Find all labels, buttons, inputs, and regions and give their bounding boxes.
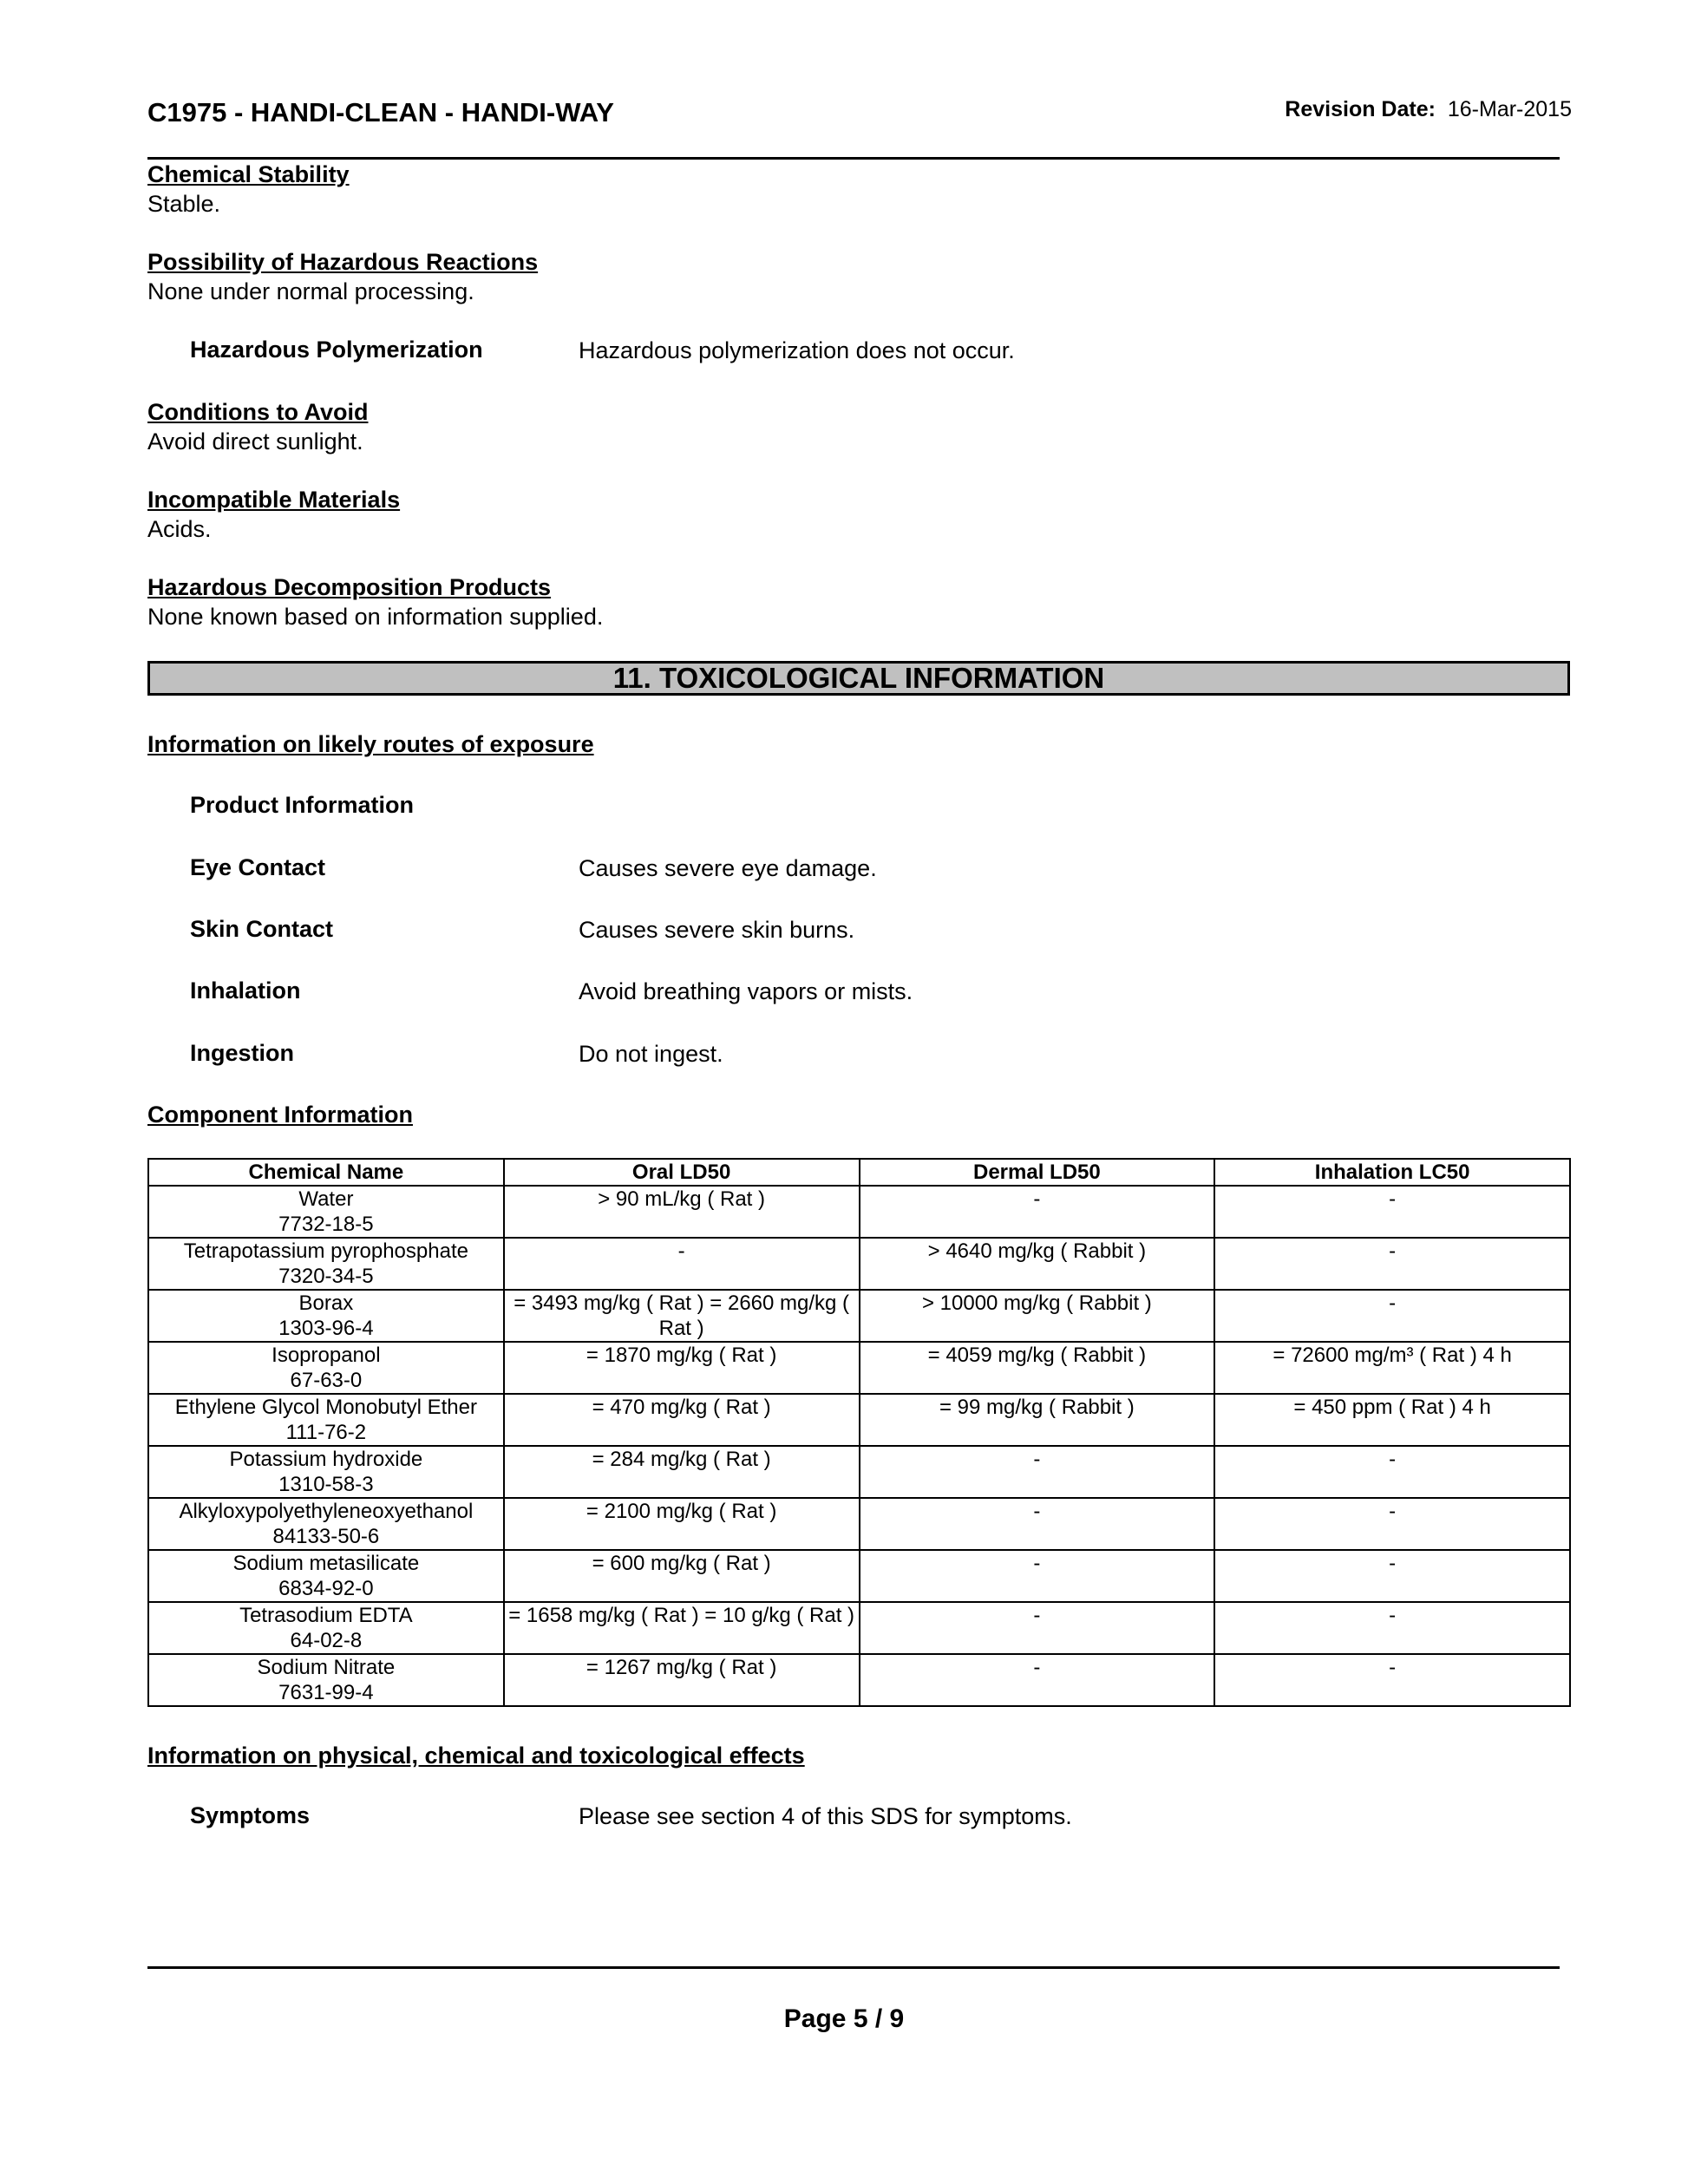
inhalation-lc50-cell: - bbox=[1214, 1186, 1570, 1238]
chemical-name: Tetrapotassium pyrophosphate bbox=[183, 1239, 468, 1263]
section-11-header: 11. TOXICOLOGICAL INFORMATION bbox=[147, 661, 1570, 696]
chemical-name: Alkyloxypolyethyleneoxyethanol bbox=[179, 1500, 474, 1523]
toxicological-effects-heading: Information on physical, chemical and toxicological effects bbox=[147, 1743, 805, 1769]
oral-ld50-cell: = 3493 mg/kg ( Rat ) = 2660 mg/kg ( Rat ) bbox=[504, 1290, 860, 1342]
ingestion-value: Do not ingest. bbox=[579, 1041, 723, 1067]
skin-contact-label: Skin Contact bbox=[190, 916, 334, 942]
decomposition-products-heading: Hazardous Decomposition Products bbox=[147, 574, 552, 600]
table-row bbox=[148, 1602, 1570, 1654]
document-title: C1975 - HANDI-CLEAN - HANDI-WAY bbox=[147, 97, 614, 128]
footer-divider bbox=[147, 1966, 1560, 1969]
oral-ld50-cell: = 2100 mg/kg ( Rat ) bbox=[504, 1498, 860, 1550]
hazardous-reactions-text: None under normal processing. bbox=[147, 278, 474, 304]
chemical-name-cell bbox=[148, 1446, 504, 1498]
dermal-ld50-cell: > 10000 mg/kg ( Rabbit ) bbox=[860, 1290, 1215, 1342]
cas-number: 6834-92-0 bbox=[278, 1577, 374, 1600]
dermal-ld50-cell: - bbox=[860, 1186, 1215, 1238]
table-row bbox=[148, 1342, 1570, 1394]
decomposition-products-text: None known based on information supplied. bbox=[147, 604, 604, 630]
skin-contact-value: Causes severe skin burns. bbox=[579, 917, 855, 943]
table-row bbox=[148, 1498, 1570, 1550]
inhalation-lc50-cell: - bbox=[1214, 1290, 1570, 1342]
dermal-ld50-cell: = 4059 mg/kg ( Rabbit ) bbox=[860, 1342, 1215, 1394]
table-row bbox=[148, 1290, 1570, 1342]
cas-number: 64-02-8 bbox=[290, 1629, 363, 1652]
chemical-stability-text: Stable. bbox=[147, 191, 221, 217]
chemical-name-cell bbox=[148, 1186, 504, 1238]
cas-number: 7732-18-5 bbox=[278, 1213, 374, 1236]
chemical-name: Tetrasodium EDTA bbox=[239, 1604, 413, 1627]
oral-ld50-cell: = 1658 mg/kg ( Rat ) = 10 g/kg ( Rat ) bbox=[504, 1602, 860, 1654]
oral-ld50-cell: = 1870 mg/kg ( Rat ) bbox=[504, 1342, 860, 1394]
table-row bbox=[148, 1186, 1570, 1238]
oral-ld50-cell: > 90 mL/kg ( Rat ) bbox=[504, 1186, 860, 1238]
hazardous-polymerization-value: Hazardous polymerization does not occur. bbox=[579, 337, 1015, 363]
dermal-ld50-cell: - bbox=[860, 1602, 1215, 1654]
dermal-ld50-cell: - bbox=[860, 1654, 1215, 1706]
chemical-stability-heading: Chemical Stability bbox=[147, 161, 350, 187]
routes-of-exposure-heading: Information on likely routes of exposure bbox=[147, 731, 594, 757]
inhalation-lc50-cell: - bbox=[1214, 1602, 1570, 1654]
cas-number: 84133-50-6 bbox=[272, 1525, 380, 1548]
chemical-name: Isopropanol bbox=[272, 1344, 381, 1367]
eye-contact-value: Causes severe eye damage. bbox=[579, 855, 877, 881]
table-row bbox=[148, 1654, 1570, 1706]
dermal-ld50-cell: - bbox=[860, 1498, 1215, 1550]
page-number: Page 5 / 9 bbox=[783, 2004, 905, 2033]
revision-date-value: 16-Mar-2015 bbox=[1447, 97, 1572, 121]
incompatible-materials-heading: Incompatible Materials bbox=[147, 487, 401, 513]
dermal-ld50-cell: - bbox=[860, 1550, 1215, 1602]
inhalation-lc50-cell: = 450 ppm ( Rat ) 4 h bbox=[1214, 1394, 1570, 1446]
chemical-name-cell bbox=[148, 1654, 504, 1706]
eye-contact-label: Eye Contact bbox=[190, 854, 326, 880]
chemical-name: Water bbox=[298, 1187, 354, 1211]
dermal-ld50-cell: > 4640 mg/kg ( Rabbit ) bbox=[860, 1238, 1215, 1290]
cas-number: 67-63-0 bbox=[290, 1369, 363, 1392]
column-header-chemical-name: Chemical Name bbox=[148, 1159, 504, 1186]
revision-date bbox=[1285, 97, 1572, 122]
column-header-oral-ld50: Oral LD50 bbox=[504, 1159, 860, 1186]
table-row bbox=[148, 1394, 1570, 1446]
revision-date-label: Revision Date: bbox=[1285, 97, 1436, 121]
oral-ld50-cell: = 600 mg/kg ( Rat ) bbox=[504, 1550, 860, 1602]
chemical-name: Potassium hydroxide bbox=[229, 1448, 423, 1471]
component-toxicity-table bbox=[147, 1158, 1571, 1707]
hazardous-polymerization-label: Hazardous Polymerization bbox=[190, 337, 483, 363]
chemical-name-cell bbox=[148, 1290, 504, 1342]
inhalation-lc50-cell: - bbox=[1214, 1446, 1570, 1498]
cas-number: 7320-34-5 bbox=[278, 1265, 374, 1288]
dermal-ld50-cell: = 99 mg/kg ( Rabbit ) bbox=[860, 1394, 1215, 1446]
conditions-to-avoid-text: Avoid direct sunlight. bbox=[147, 428, 363, 454]
inhalation-lc50-cell: - bbox=[1214, 1550, 1570, 1602]
chemical-name-cell bbox=[148, 1602, 504, 1654]
hazardous-reactions-heading: Possibility of Hazardous Reactions bbox=[147, 249, 539, 275]
chemical-name-cell bbox=[148, 1550, 504, 1602]
header-divider bbox=[147, 157, 1560, 160]
cas-number: 111-76-2 bbox=[285, 1421, 367, 1444]
chemical-name: Sodium metasilicate bbox=[232, 1552, 420, 1575]
cas-number: 1303-96-4 bbox=[278, 1317, 374, 1340]
oral-ld50-cell: = 284 mg/kg ( Rat ) bbox=[504, 1446, 860, 1498]
inhalation-lc50-cell: - bbox=[1214, 1654, 1570, 1706]
oral-ld50-cell: - bbox=[504, 1238, 860, 1290]
oral-ld50-cell: = 1267 mg/kg ( Rat ) bbox=[504, 1654, 860, 1706]
table-row bbox=[148, 1238, 1570, 1290]
column-header-inhalation-lc50: Inhalation LC50 bbox=[1214, 1159, 1570, 1186]
table-row bbox=[148, 1446, 1570, 1498]
table-row bbox=[148, 1550, 1570, 1602]
chemical-name-cell bbox=[148, 1394, 504, 1446]
chemical-name-cell bbox=[148, 1238, 504, 1290]
column-header-dermal-ld50: Dermal LD50 bbox=[860, 1159, 1215, 1186]
inhalation-label: Inhalation bbox=[190, 978, 301, 1004]
chemical-name-cell bbox=[148, 1498, 504, 1550]
chemical-name: Sodium Nitrate bbox=[257, 1656, 396, 1679]
component-information-heading: Component Information bbox=[147, 1102, 413, 1128]
oral-ld50-cell: = 470 mg/kg ( Rat ) bbox=[504, 1394, 860, 1446]
incompatible-materials-text: Acids. bbox=[147, 516, 212, 542]
chemical-name: Ethylene Glycol Monobutyl Ether bbox=[174, 1396, 477, 1419]
chemical-name: Borax bbox=[298, 1291, 354, 1315]
conditions-to-avoid-heading: Conditions to Avoid bbox=[147, 399, 369, 425]
symptoms-label: Symptoms bbox=[190, 1802, 311, 1828]
symptoms-value: Please see section 4 of this SDS for symptoms. bbox=[579, 1803, 1072, 1829]
cas-number: 1310-58-3 bbox=[278, 1473, 374, 1496]
dermal-ld50-cell: - bbox=[860, 1446, 1215, 1498]
chemical-name-cell bbox=[148, 1342, 504, 1394]
cas-number: 7631-99-4 bbox=[278, 1681, 374, 1704]
product-information-label: Product Information bbox=[190, 792, 414, 818]
ingestion-label: Ingestion bbox=[190, 1040, 294, 1066]
table-header-row bbox=[148, 1159, 1570, 1186]
inhalation-lc50-cell: - bbox=[1214, 1498, 1570, 1550]
inhalation-lc50-cell: - bbox=[1214, 1238, 1570, 1290]
inhalation-value: Avoid breathing vapors or mists. bbox=[579, 978, 913, 1004]
inhalation-lc50-cell: = 72600 mg/m³ ( Rat ) 4 h bbox=[1214, 1342, 1570, 1394]
